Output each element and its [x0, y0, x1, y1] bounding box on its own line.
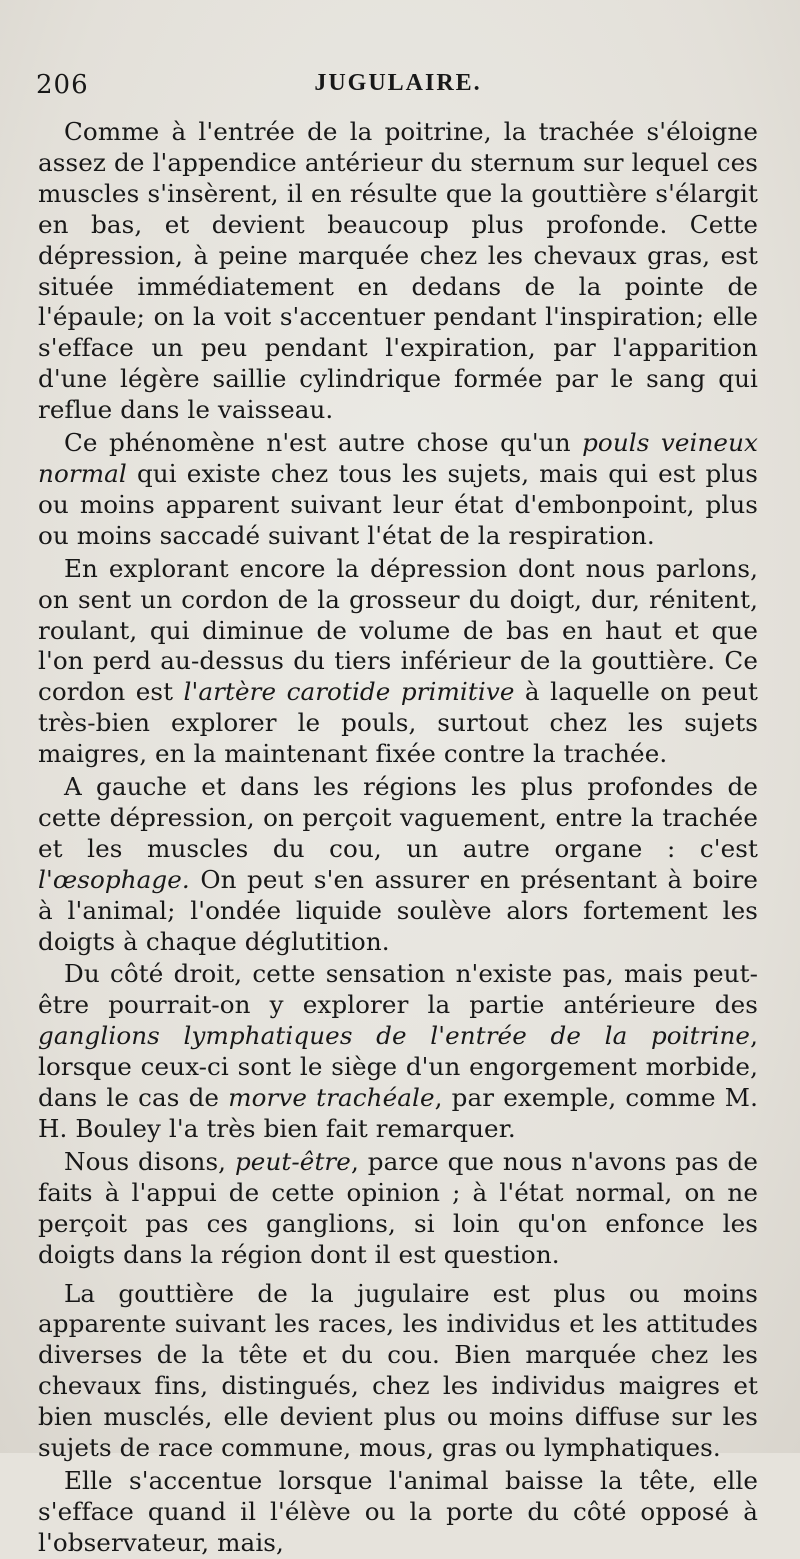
paragraph	[38, 772, 758, 957]
italic-text: pouls veineux normal	[38, 428, 758, 488]
paragraph	[38, 1279, 758, 1464]
text-run: à laquelle on peut très-bien explorer le pouls, surtout chez les sujets maigres, en la maintenant fixée contre la trachée.	[38, 677, 758, 769]
text-run: Nous disons,	[64, 1146, 235, 1176]
paragraph	[38, 1147, 758, 1271]
paragraph	[38, 959, 758, 1144]
italic-text: ganglions lymphatiques de l'entrée de la poitrine	[38, 1021, 751, 1051]
text-run: qui existe chez tous les sujets, mais qui est plus ou moins apparent suivant leur état d'embonpoint, plus ou moins saccadé suivant l'état de la respiration.	[38, 458, 758, 550]
paragraph	[38, 554, 758, 770]
italic-text: morve trachéale	[228, 1083, 435, 1113]
italic-text: l'artère carotide primitive	[183, 677, 515, 707]
text-run: En explorant encore la dépression dont nous parlons, on sent un cordon de la grosseur du doigt, dur, rénitent, roulant, qui diminue de volume de bas en haut et que l'on perd au-dessus du tiers inférieur de la gouttière. Ce cordon est	[38, 553, 758, 707]
italic-text: peut-être	[234, 1146, 351, 1176]
text-run: , parce que nous n'avons pas de faits à l'appui de cette opinion ; à l'état normal, on ne perçoit pas ces ganglions, si loin qu'on enfonce les doigts dans la région dont il est question.	[38, 1146, 758, 1269]
text-run: Comme à l'entrée de la poitrine, la trachée s'éloigne assez de l'appendice antérieur du sternum sur lequel ces muscles s'insèrent, il en résulte que la gouttière s'élargit en bas, et devient beaucoup plus profonde. Cette dépression, à peine marquée chez les chevaux gras, est située immédiatement en dedans de la pointe de l'épaule; on la voit s'accentuer pendant l'inspiration; elle s'efface un peu pendant l'expiration, par l'apparition d'une légère saillie cylindrique formée par le sang qui reflue dans le vaisseau.	[38, 117, 758, 425]
text-run: On peut s'en assurer en présentant à boire à l'animal; l'ondée liquide soulève alors fortement les doigts à chaque déglutition.	[38, 864, 758, 956]
text-run: Elle s'accentue lorsque l'animal baisse la tête, elle s'efface quand il l'élève ou la porte du côté opposé à l'observateur, mais,	[38, 1465, 758, 1557]
italic-text: l'œsophage.	[38, 864, 190, 894]
page-header	[36, 70, 760, 106]
text-run: Ce phénomène n'est autre chose qu'un	[64, 428, 583, 458]
page-number: 206	[36, 70, 89, 100]
paragraph	[38, 117, 758, 426]
text-run: La gouttière de la jugulaire est plus ou moins apparente suivant les races, les individus et les attitudes diverses de la tête et du cou. Bien marquée chez les chevaux fins, distingués, chez les individus maigres et bien musclés, elle devient plus ou moins diffuse sur les sujets de race commune, mous, gras ou lymphatiques.	[38, 1278, 758, 1463]
text-run: , par exemple, comme M. H. Bouley l'a très bien fait remarquer.	[38, 1083, 759, 1143]
text-run: , lorsque ceux-ci sont le siège d'un engorgement morbide, dans le cas de	[38, 1021, 758, 1113]
text-run: Du côté droit, cette sensation n'existe pas, mais peut-être pourrait-on y explorer la partie antérieure des	[38, 959, 758, 1020]
running-head: JUGULAIRE.	[314, 70, 482, 96]
body-text	[38, 117, 758, 1559]
paragraph	[38, 1466, 758, 1559]
paragraph	[38, 428, 758, 552]
text-run: A gauche et dans les régions les plus profondes de cette dépression, on perçoit vaguement, entre la trachée et les muscles du cou, un autre organe : c'est	[38, 772, 758, 863]
